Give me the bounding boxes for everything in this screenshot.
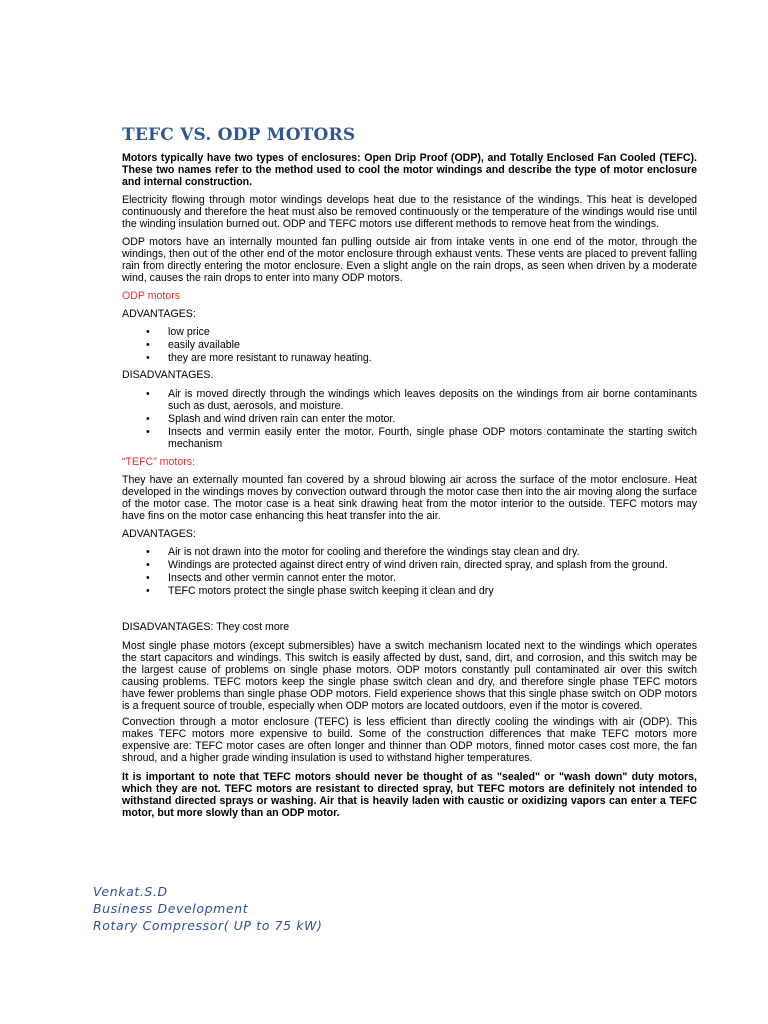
paragraph-important-note: It is important to note that TEFC motors should never be thought of as "sealed" or "wash down" duty motors, which they are not. TEFC motors are resistant to directed spray, but TEFC motors are definitely not intended to withstand directed sprays or washing. Air that is heavily laden with caustic or oxidizing vapors can enter a TEFC motor, but more slowly than an ODP motor. [122, 771, 697, 819]
bullet-icon: • [146, 352, 150, 364]
paragraph-odp-description: ODP motors have an internally mounted fan pulling outside air from intake vents in one end of the motor, through the windings, then out of the other end of the motor enclosure through exhaust vents. These vents are placed to prevent falling rain from directly entering the motor enclosure. Even a slight angle on the rain drops, as seen when driven by a moderate wind, causes the rain drops to enter into many ODP motors. [122, 236, 697, 284]
list-item: • Insects and other vermin cannot enter the motor. [146, 572, 396, 584]
tefc-advantages-label: ADVANTAGES: [122, 528, 196, 540]
list-item: • easily available [146, 339, 240, 351]
list-item: • TEFC motors protect the single phase switch keeping it clean and dry [146, 585, 494, 597]
paragraph-convection: Convection through a motor enclosure (TEFC) is less efficient than directly cooling the windings with air (ODP). This makes TEFC motors more expensive to build. Some of the construction differences that make TEFC motors more expensive are: TEFC motor cases are often longer and thinner than ODP motors, finned motor cases cost more, the fan shroud, and a higher grade winding insulation is used to withstand higher temperatures. [122, 716, 697, 764]
odp-heading: ODP motors [122, 290, 181, 302]
signature-division: Rotary Compressor( UP to 75 kW) [93, 918, 323, 933]
bullet-icon: • [146, 339, 150, 351]
paragraph-switch: Most single phase motors (except submersibles) have a switch mechanism located next to the windings which operates the start capacitors and windings. This switch is easily affected by dust, sand, dirt, and corrosion, and this switch may be the largest cause of problems on single phase motors. ODP motors constantly pull contaminated air over this switch causing problems. TEFC motors keep the single phase switch clean and dry, and therefore single phase TEFC motors have fewer problems than single phase ODP motors. Field experience shows that this single phase switch on ODP motors is a frequent source of trouble, especially when ODP motors are located outdoors, even if the motor is covered. [122, 640, 697, 712]
bullet-icon: • [146, 426, 150, 438]
list-item: • low price [146, 326, 210, 338]
tefc-advantages-list [122, 546, 697, 598]
bullet-icon: • [146, 326, 150, 338]
list-item: • Air is moved directly through the windings which leaves deposits on the windings from air borne contaminants such as dust, aerosols, and moisture. [146, 388, 697, 412]
list-item: • Insects and vermin easily enter the motor. Fourth, single phase ODP motors contaminate the starting switch mechanism [146, 426, 697, 450]
paragraph-heat: Electricity flowing through motor windings develops heat due to the resistance of the windings. This heat is developed continuously and therefore the heat must also be removed continuously or the temperature of the windings would rise until the winding insulation burned out. ODP and TEFC motors use different methods to remove heat from the windings. [122, 194, 697, 230]
list-item: • Windings are protected against direct entry of wind driven rain, directed spray, and splash from the ground. [146, 559, 668, 571]
tefc-heading: “TEFC” motors: [122, 456, 195, 468]
bullet-icon: • [146, 546, 150, 558]
odp-advantages-list [122, 326, 697, 365]
list-item: • Air is not drawn into the motor for cooling and therefore the windings stay clean and dry. [146, 546, 580, 558]
odp-disadvantages-list [122, 388, 697, 451]
bullet-icon: • [146, 559, 150, 571]
signature-role: Business Development [93, 901, 249, 916]
odp-advantages-label: ADVANTAGES: [122, 308, 196, 320]
page-title: TEFC VS. ODP MOTORS [122, 125, 356, 145]
list-item: • Splash and wind driven rain can enter the motor. [146, 413, 396, 425]
bullet-icon: • [146, 585, 150, 597]
intro-paragraph: Motors typically have two types of enclosures: Open Drip Proof (ODP), and Totally Enclosed Fan Cooled (TEFC). These two names refer to the method used to cool the motor windings and describe the type of motor enclosure and internal construction. [122, 152, 697, 188]
signature-name: Venkat.S.D [93, 884, 168, 899]
bullet-icon: • [146, 572, 150, 584]
odp-disadvantages-label: DISADVANTAGES. [122, 369, 214, 381]
bullet-icon: • [146, 388, 150, 400]
list-item: • they are more resistant to runaway heating. [146, 352, 372, 364]
paragraph-tefc-description: They have an externally mounted fan covered by a shroud blowing air across the surface of the motor enclosure. Heat developed in the windings moves by convection outward through the motor case then into the air moving along the surface of the motor case. The motor case is a heat sink drawing heat from the motor interior to the outside. TEFC motors may have fins on the motor case enhancing this heat transfer into the air. [122, 474, 697, 522]
tefc-disadvantages: DISADVANTAGES: They cost more [122, 621, 290, 633]
bullet-icon: • [146, 413, 150, 425]
